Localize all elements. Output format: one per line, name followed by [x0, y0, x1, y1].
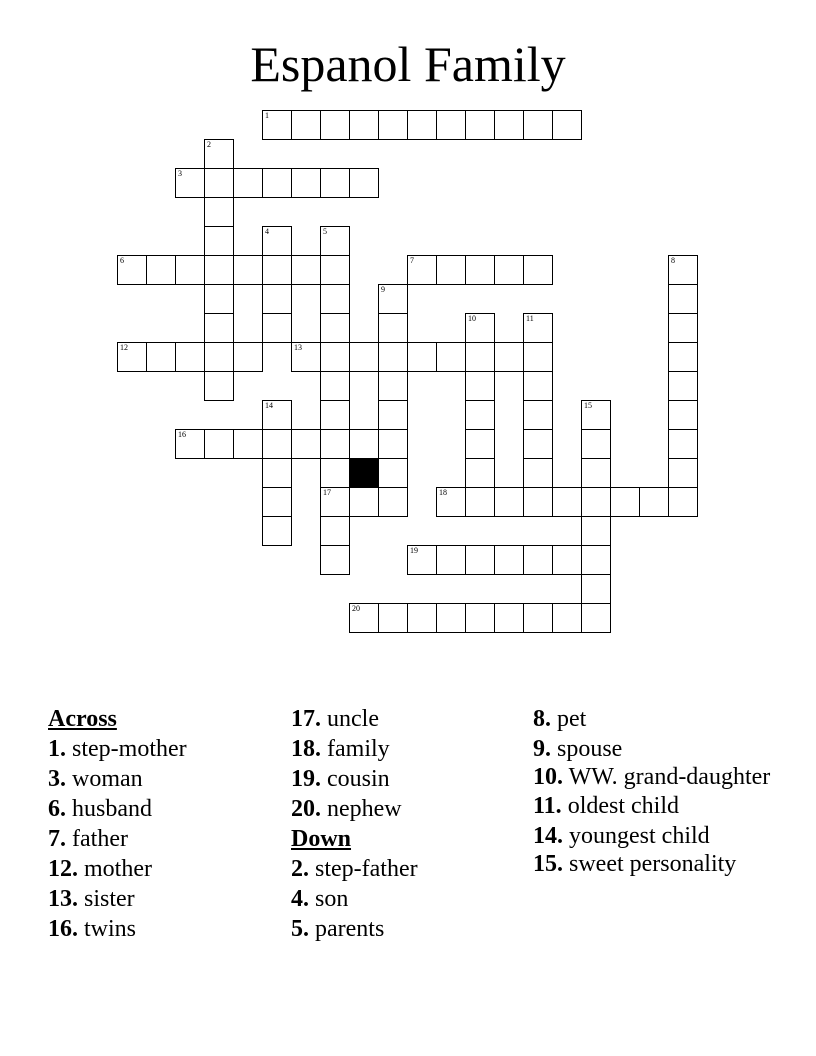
clue-text: uncle [321, 706, 379, 732]
grid-cell[interactable] [378, 110, 408, 140]
grid-cell[interactable] [262, 516, 292, 546]
grid-cell[interactable] [320, 342, 350, 372]
clue-number: 3 [178, 169, 182, 178]
clue-item [291, 704, 418, 734]
grid-cell[interactable] [320, 226, 350, 256]
grid-cell[interactable] [523, 342, 553, 372]
clue-number: 16 [178, 430, 186, 439]
grid-cell[interactable] [581, 516, 611, 546]
grid-cell[interactable] [175, 342, 205, 372]
clue-item [291, 854, 418, 884]
clue-text: youngest child [563, 823, 710, 849]
clue-number-label: 9. [533, 736, 551, 762]
clue-number: 9 [381, 285, 385, 294]
down-heading: Down [291, 826, 352, 852]
grid-cell[interactable] [407, 545, 437, 575]
grid-cell[interactable] [523, 400, 553, 430]
grid-cell[interactable] [233, 342, 263, 372]
clue-number: 14 [265, 401, 273, 410]
grid-cell[interactable] [581, 400, 611, 430]
clue-number: 6 [120, 256, 124, 265]
grid-cell[interactable] [204, 168, 234, 198]
grid-cell[interactable] [349, 429, 379, 459]
grid-cell[interactable] [320, 487, 350, 517]
grid-cell[interactable] [349, 110, 379, 140]
clue-item [291, 764, 418, 794]
grid-cell[interactable] [523, 603, 553, 633]
grid-cell[interactable] [465, 255, 495, 285]
clue-number-label: 11. [533, 793, 562, 819]
clue-text: step-father [309, 856, 418, 882]
grid-cell[interactable] [639, 487, 669, 517]
grid-cell[interactable] [407, 342, 437, 372]
grid-cell[interactable] [378, 284, 408, 314]
grid-cell[interactable] [204, 429, 234, 459]
grid-cell[interactable] [233, 255, 263, 285]
clue-number-label: 13. [48, 886, 78, 912]
grid-cell[interactable] [523, 110, 553, 140]
grid-cell[interactable] [436, 545, 466, 575]
clue-item [48, 824, 187, 854]
clue-number-label: 10. [533, 764, 563, 790]
grid-cell[interactable] [610, 487, 640, 517]
clue-number: 18 [439, 488, 447, 497]
clue-text: sweet personality [563, 851, 737, 877]
clue-number-label: 4. [291, 886, 309, 912]
grid-cell[interactable] [465, 429, 495, 459]
clue-item [48, 764, 187, 794]
clue-number: 2 [207, 140, 211, 149]
grid-cell[interactable] [117, 255, 147, 285]
grid-cell[interactable] [523, 458, 553, 488]
grid-cell[interactable] [175, 168, 205, 198]
clue-number: 5 [323, 227, 327, 236]
grid-cell[interactable] [320, 458, 350, 488]
grid-cell[interactable] [581, 429, 611, 459]
grid-cell[interactable] [436, 255, 466, 285]
grid-cell[interactable] [552, 603, 582, 633]
grid-cell[interactable] [581, 574, 611, 604]
clue-number: 15 [584, 401, 592, 410]
grid-cell[interactable] [378, 603, 408, 633]
clue-item [533, 764, 773, 791]
clue-text: parents [309, 916, 385, 942]
clue-item [48, 854, 187, 884]
clue-item [291, 884, 418, 914]
grid-cell[interactable] [378, 429, 408, 459]
clue-number: 13 [294, 343, 302, 352]
grid-cell[interactable] [465, 545, 495, 575]
grid-cell[interactable] [407, 603, 437, 633]
clue-text: husband [66, 796, 152, 822]
clue-text: mother [78, 856, 152, 882]
grid-cell[interactable] [436, 487, 466, 517]
grid-cell[interactable] [233, 168, 263, 198]
clue-number-label: 16. [48, 916, 78, 942]
grid-cell[interactable] [494, 342, 524, 372]
clue-number-label: 5. [291, 916, 309, 942]
grid-cell[interactable] [320, 313, 350, 343]
clue-text: spouse [551, 736, 623, 762]
grid-cell[interactable] [291, 429, 321, 459]
across-heading: Across [48, 706, 117, 732]
clue-number-label: 7. [48, 826, 66, 852]
grid-cell[interactable] [378, 487, 408, 517]
clue-text: WW. grand-daughter [563, 764, 771, 790]
grid-cell[interactable] [465, 487, 495, 517]
clue-item [533, 851, 773, 878]
grid-cell[interactable] [204, 284, 234, 314]
clue-number: 11 [526, 314, 534, 323]
clue-number: 19 [410, 546, 418, 555]
clue-item [291, 914, 418, 944]
clue-text: oldest child [561, 793, 680, 819]
clue-text: step-mother [66, 736, 187, 762]
grid-cell[interactable] [146, 255, 176, 285]
grid-cell[interactable] [668, 400, 698, 430]
grid-cell[interactable] [668, 458, 698, 488]
clue-item [48, 794, 187, 824]
clue-item [533, 704, 773, 734]
clue-number: 17 [323, 488, 331, 497]
clue-item [291, 734, 418, 764]
grid-cell[interactable] [668, 487, 698, 517]
grid-cell[interactable] [349, 342, 379, 372]
grid-cell[interactable] [349, 603, 379, 633]
grid-cell[interactable] [436, 603, 466, 633]
clue-text: cousin [321, 766, 390, 792]
grid-cell[interactable] [494, 545, 524, 575]
grid-cell[interactable] [291, 168, 321, 198]
clue-number-label: 19. [291, 766, 321, 792]
grid-cell[interactable] [204, 371, 234, 401]
grid-cell[interactable] [436, 342, 466, 372]
clue-item [533, 734, 773, 764]
clue-number-label: 17. [291, 706, 321, 732]
grid-cell[interactable] [494, 487, 524, 517]
grid-cell[interactable] [378, 400, 408, 430]
clue-number-label: 20. [291, 796, 321, 822]
grid-cell[interactable] [233, 429, 263, 459]
grid-cell[interactable] [262, 284, 292, 314]
grid-cell[interactable] [407, 255, 437, 285]
clue-item [48, 884, 187, 914]
grid-cell[interactable] [436, 110, 466, 140]
clue-number-label: 15. [533, 851, 563, 877]
clue-number: 7 [410, 256, 414, 265]
clue-number-label: 14. [533, 823, 563, 849]
clue-text: twins [78, 916, 137, 942]
grid-cell[interactable] [378, 313, 408, 343]
grid-cell[interactable] [204, 226, 234, 256]
clue-text: family [321, 736, 390, 762]
grid-cell[interactable] [668, 313, 698, 343]
clue-item [291, 794, 418, 824]
grid-cell[interactable] [523, 429, 553, 459]
grid-cell[interactable] [668, 255, 698, 285]
clue-column-1 [48, 704, 187, 944]
grid-cell[interactable] [465, 110, 495, 140]
grid-cell[interactable] [523, 545, 553, 575]
grid-cell[interactable] [378, 371, 408, 401]
grid-cell[interactable] [407, 110, 437, 140]
grid-cell[interactable] [262, 226, 292, 256]
clue-number: 20 [352, 604, 360, 613]
grid-cell[interactable] [262, 168, 292, 198]
grid-cell[interactable] [668, 371, 698, 401]
clue-number-label: 1. [48, 736, 66, 762]
grid-cell[interactable] [494, 603, 524, 633]
grid-cell[interactable] [668, 429, 698, 459]
clue-number-label: 3. [48, 766, 66, 792]
grid-cell[interactable] [204, 342, 234, 372]
grid-cell[interactable] [494, 110, 524, 140]
grid-cell[interactable] [465, 458, 495, 488]
clue-number-label: 8. [533, 706, 551, 732]
grid-cell[interactable] [320, 284, 350, 314]
grid-cell[interactable] [204, 197, 234, 227]
grid-cell[interactable] [378, 342, 408, 372]
clue-number: 12 [120, 343, 128, 352]
clue-number-label: 6. [48, 796, 66, 822]
grid-cell[interactable] [465, 371, 495, 401]
grid-cell[interactable] [146, 342, 176, 372]
grid-cell[interactable] [175, 429, 205, 459]
grid-cell[interactable] [523, 487, 553, 517]
grid-cell[interactable] [465, 342, 495, 372]
clue-text: pet [551, 706, 587, 732]
grid-cell[interactable] [262, 458, 292, 488]
grid-cell[interactable] [320, 110, 350, 140]
clue-number: 8 [671, 256, 675, 265]
grid-cell[interactable] [291, 342, 321, 372]
grid-cell[interactable] [175, 255, 205, 285]
clue-text: nephew [321, 796, 402, 822]
grid-cell[interactable] [117, 342, 147, 372]
grid-cell[interactable] [552, 487, 582, 517]
clue-number: 1 [265, 111, 269, 120]
grid-cell[interactable] [523, 371, 553, 401]
grid-cell[interactable] [523, 255, 553, 285]
clue-item [48, 914, 187, 944]
grid-cell[interactable] [262, 110, 292, 140]
black-square [349, 458, 379, 488]
grid-cell[interactable] [349, 168, 379, 198]
grid-cell[interactable] [465, 400, 495, 430]
grid-cell[interactable] [581, 603, 611, 633]
clue-number: 4 [265, 227, 269, 236]
clue-text: father [66, 826, 128, 852]
clue-text: son [309, 886, 349, 912]
grid-cell[interactable] [668, 284, 698, 314]
clue-number-label: 12. [48, 856, 78, 882]
grid-cell[interactable] [262, 255, 292, 285]
grid-cell[interactable] [320, 371, 350, 401]
clue-column-3 [533, 704, 773, 878]
grid-cell[interactable] [320, 545, 350, 575]
grid-cell[interactable] [262, 429, 292, 459]
grid-cell[interactable] [349, 487, 379, 517]
grid-cell[interactable] [204, 255, 234, 285]
grid-cell[interactable] [581, 458, 611, 488]
grid-cell[interactable] [291, 110, 321, 140]
grid-cell[interactable] [291, 255, 321, 285]
clue-item [533, 791, 773, 821]
clue-number-label: 2. [291, 856, 309, 882]
grid-cell[interactable] [552, 110, 582, 140]
grid-cell[interactable] [523, 313, 553, 343]
grid-cell[interactable] [320, 516, 350, 546]
grid-cell[interactable] [378, 458, 408, 488]
clue-item [533, 821, 773, 851]
grid-cell[interactable] [204, 313, 234, 343]
puzzle-title: Espanol Family [250, 36, 566, 92]
clue-text: woman [66, 766, 143, 792]
clue-column-2 [291, 704, 418, 944]
grid-cell[interactable] [320, 168, 350, 198]
grid-cell[interactable] [204, 139, 234, 169]
grid-cell[interactable] [465, 603, 495, 633]
grid-cell[interactable] [581, 487, 611, 517]
clue-text: sister [78, 886, 135, 912]
clue-number: 10 [468, 314, 476, 323]
grid-cell[interactable] [262, 313, 292, 343]
grid-cell[interactable] [320, 400, 350, 430]
grid-cell[interactable] [494, 255, 524, 285]
grid-cell[interactable] [668, 342, 698, 372]
grid-cell[interactable] [320, 429, 350, 459]
clue-number-label: 18. [291, 736, 321, 762]
grid-cell[interactable] [262, 487, 292, 517]
clue-item [48, 734, 187, 764]
grid-cell[interactable] [581, 545, 611, 575]
grid-cell[interactable] [262, 400, 292, 430]
grid-cell[interactable] [320, 255, 350, 285]
grid-cell[interactable] [465, 313, 495, 343]
grid-cell[interactable] [552, 545, 582, 575]
